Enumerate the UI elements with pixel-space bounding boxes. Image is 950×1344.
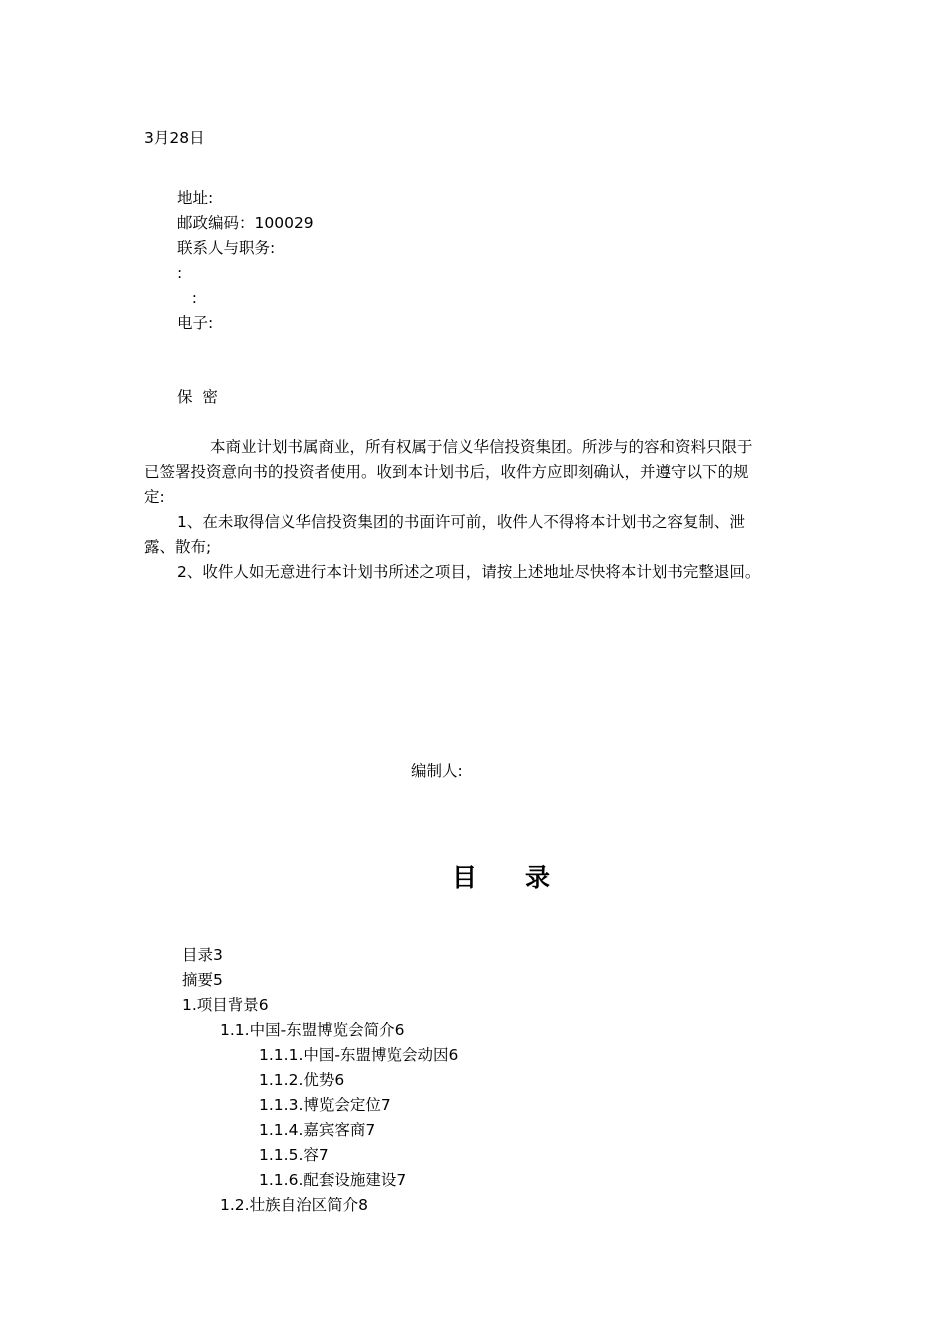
fax-label: : — [177, 289, 198, 307]
toc-entry[interactable]: 1.1.1.中国-东盟博览会动因6 — [259, 1046, 459, 1064]
notice-item-2: 2、收件人如无意进行本计划书所述之项目，请按上述地址尽快将本计划书完整退回。 — [177, 563, 761, 581]
notice-item-1-line-2: 露、散布; — [144, 538, 212, 556]
toc-entry[interactable]: 1.1.2.优势6 — [259, 1071, 345, 1089]
address-label: 地址: — [177, 189, 214, 207]
confidential-title: 保 密 — [177, 388, 218, 406]
toc-entry[interactable]: 1.1.6.配套设施建设7 — [259, 1171, 407, 1189]
notice-item-1-line-1: 1、在未取得信义华信投资集团的书面许可前，收件人不得将本计划书之容复制、泄 — [177, 513, 745, 531]
compiler-label: 编制人: — [411, 762, 463, 780]
toc-entry[interactable]: 1.1.中国-东盟博览会简介6 — [220, 1021, 405, 1039]
notice-line-1: 本商业计划书属商业，所有权属于信义华信投资集团。所涉与的容和资料只限于 — [210, 438, 753, 456]
document-date: 3月28日 — [144, 129, 205, 147]
toc-entry[interactable]: 1.1.4.嘉宾客商7 — [259, 1121, 376, 1139]
notice-line-3: 定: — [144, 488, 165, 506]
email-label: 电子: — [177, 314, 214, 332]
toc-entry[interactable]: 摘要5 — [182, 971, 223, 989]
contact-person-label: 联系人与职务: — [177, 239, 276, 257]
table-of-contents — [182, 943, 458, 1218]
contact-block — [177, 186, 314, 336]
toc-entry[interactable]: 目录3 — [182, 946, 223, 964]
toc-entry[interactable]: 1.1.5.容7 — [259, 1146, 329, 1164]
toc-entry[interactable]: 1.2.壮族自治区简介8 — [220, 1196, 368, 1214]
phone-label: : — [177, 264, 183, 282]
toc-heading: 目录 — [452, 863, 599, 892]
toc-entry[interactable]: 1.1.3.博览会定位7 — [259, 1096, 391, 1114]
notice-line-2: 已签署投资意向书的投资者使用。收到本计划书后，收件方应即刻确认，并遵守以下的规 — [144, 463, 749, 481]
postcode-line: 邮政编码：100029 — [177, 214, 314, 232]
confidentiality-notice — [144, 435, 824, 585]
toc-entry[interactable]: 1.项目背景6 — [182, 996, 269, 1014]
